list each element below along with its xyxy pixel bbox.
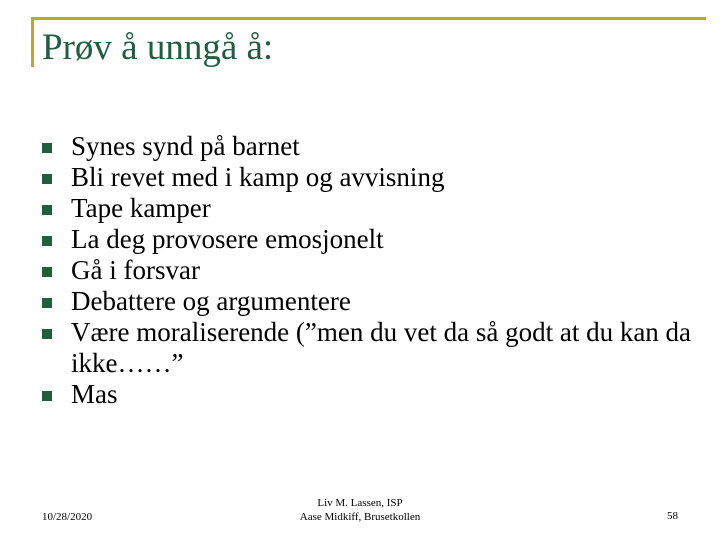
- slide-footer: [0, 494, 720, 534]
- bullet-text: La deg provosere emosjonelt: [71, 224, 384, 254]
- footer-author-line-1: Liv M. Lassen, ISP: [317, 497, 403, 509]
- bullet-text: Mas: [71, 379, 118, 409]
- bullet-item: [42, 131, 702, 162]
- bullet-item: [42, 379, 702, 410]
- bullet-text: Tape kamper: [71, 193, 211, 223]
- square-bullet-icon: [42, 298, 52, 308]
- footer-page-number: 58: [667, 510, 678, 522]
- square-bullet-icon: [42, 267, 52, 277]
- slide-title: Prøv å unngå å:: [42, 27, 274, 68]
- title-frame-top-border: [31, 17, 706, 20]
- bullet-item: [42, 317, 702, 379]
- square-bullet-icon: [42, 174, 52, 184]
- footer-author: [260, 496, 460, 524]
- title-frame-left-border: [31, 17, 34, 67]
- bullet-item: [42, 224, 702, 255]
- bullet-list: [42, 131, 702, 410]
- bullet-text: Være moraliserende (”men du vet da så godt at du kan da ikke……”: [71, 317, 692, 378]
- bullet-item: [42, 255, 702, 286]
- square-bullet-icon: [42, 236, 52, 246]
- bullet-text: Debattere og argumentere: [71, 286, 351, 316]
- square-bullet-icon: [42, 143, 52, 153]
- bullet-item: [42, 193, 702, 224]
- bullet-item: [42, 286, 702, 317]
- square-bullet-icon: [42, 391, 52, 401]
- footer-author-line-2: Aase Midkiff, Brusetkollen: [299, 511, 421, 523]
- footer-date: 10/28/2020: [42, 511, 93, 523]
- bullet-item: [42, 162, 702, 193]
- square-bullet-icon: [42, 329, 52, 339]
- bullet-text: Synes synd på barnet: [71, 131, 300, 161]
- bullet-text: Gå i forsvar: [71, 255, 200, 285]
- square-bullet-icon: [42, 205, 52, 215]
- bullet-text: Bli revet med i kamp og avvisning: [71, 162, 445, 192]
